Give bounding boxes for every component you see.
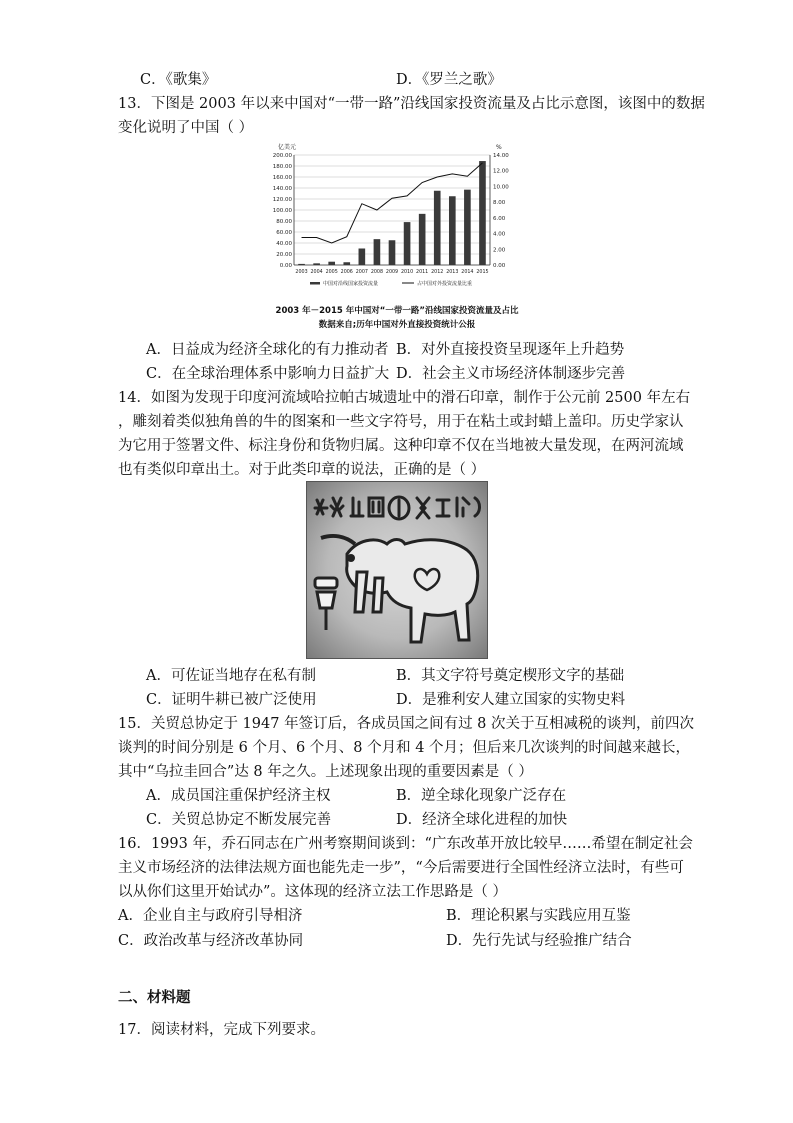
bar-2014 [464,190,471,265]
q13-chart [262,141,532,336]
bar-2009 [389,240,396,265]
x-tick-label: 2015 [476,270,489,275]
q15-option-d: D．经济全球化进程的加快 [396,812,568,828]
q16-stem-line1: 16．1993 年，乔石同志在广州考察期间谈到：“广东改革开放比较早……希望在制定社会 [118,836,693,852]
y-left-tick-label: 200.00 [272,153,292,159]
y-left-tick-label: 140.00 [272,186,292,192]
q16-option-d: D．先行先试与经验推广结合 [446,933,632,949]
bar-2004 [313,263,320,265]
y-left-tick-label: 40.00 [276,241,292,247]
y-right-unit-label: % [496,144,502,151]
y-right-tick-label: 10.00 [493,184,509,191]
q16-option-a: A．企业自主与政府引导相济 [118,908,303,924]
q16-option-b: B．理论积累与实践应用互鉴 [446,908,631,924]
x-tick-label: 2011 [416,270,429,275]
q15-option-b: B．逆全球化现象广泛存在 [396,788,567,804]
q14-stem-line2: ，雕刻着类似独角兽的牛的图案和一些文字符号，用于在粘土或封蜡上盖印。历史学家认 [118,414,684,430]
bar-2008 [374,239,381,265]
harappan-seal-image [306,481,488,659]
q15-stem-line1: 15．关贸总协定于 1947 年签订后，各成员国之间有过 8 次关于互相减税的谈判，前四次 [118,716,695,732]
q17-stem: 17．阅读材料，完成下列要求。 [118,1022,325,1038]
q14-option-c: C．证明牛耕已被广泛使用 [146,692,317,708]
y-left-tick-label: 80.00 [276,219,292,225]
x-tick-label: 2004 [310,270,323,275]
x-tick-label: 2005 [325,270,338,275]
x-tick-label: 2010 [400,270,414,275]
q12-option-d: D．《罗兰之歌》 [396,72,502,88]
y-left-tick-label: 160.00 [272,175,292,181]
q15-stem-line3: 其中“乌拉圭回合”达 8 年之久。上述现象出现的重要因素是（ ） [118,764,533,780]
q15-option-a: A．成员国注重保护经济主权 [146,788,331,804]
bar-2006 [343,262,350,265]
bar-2012 [434,191,441,265]
q13-stem-line1: 13．下图是 2003 年以来中国对“一带一路”沿线国家投资流量及占比示意图，该图中的数据 [118,96,705,112]
y-left-tick-label: 100.00 [272,208,292,214]
q13-option-a: A．日益成为经济全球化的有力推动者 [146,342,389,358]
y-right-tick-label: 8.00 [493,200,506,207]
bar-2005 [328,262,335,265]
x-tick-label: 2013 [446,270,459,275]
y-right-tick-label: 0.00 [493,263,506,269]
x-tick-label: 2006 [340,270,353,275]
q13-option-b: B．对外直接投资呈现逐年上升趋势 [396,342,625,358]
y-left-tick-label: 180.00 [272,164,292,170]
y-right-tick-label: 2.00 [493,247,506,254]
x-tick-label: 2009 [385,270,399,275]
y-right-tick-label: 4.00 [493,231,506,238]
y-right-tick-label: 14.00 [493,153,509,159]
q14-option-a: A．可佐证当地存在私有制 [146,668,316,684]
legend-bar-swatch [310,282,320,285]
y-right-tick-label: 6.00 [493,215,506,222]
legend-bar-label: 中国对沿线国家投资流量 [323,281,379,287]
q14-stem-line4: 也有类似印章出土。对于此类印章的说法，正确的是（ ） [118,462,486,478]
y-left-unit-label: 亿美元 [278,144,297,151]
bar-2010 [404,222,411,265]
investment-chart-svg [262,141,532,306]
q16-stem-line3: 以从你们这里开始试办”。这体现的经济立法工作思路是（ ） [118,884,508,900]
q16-option-c: C．政治改革与经济改革协同 [118,933,304,949]
unicorn-seal-drawing [307,482,487,658]
q15-stem-line2: 谈判的时间分别是 6 个月、6 个月、8 个月和 4 个月；但后来几次谈判的时间越来越长， [118,740,691,756]
legend-line-label: 占中国对外投资流量比重 [417,281,473,287]
section-title: 二、材料题 [118,990,191,1006]
q16-stem-line2: 主义市场经济的法律法规方面也能先走一步”，“今后需要进行全国性经济立法时，有些可 [118,860,684,876]
bar-2015 [479,161,486,265]
bar-2013 [449,196,456,265]
x-tick-label: 2008 [370,270,384,275]
q12-option-c: C．《歌集》 [140,72,217,88]
y-left-tick-label: 60.00 [276,230,292,236]
x-tick-label: 2014 [461,270,474,275]
q13-option-d: D．社会主义市场经济体制逐步完善 [396,366,626,382]
bar-2011 [419,214,426,265]
bar-2003 [298,264,305,265]
q14-stem-line1: 14．如图为发现于印度河流域哈拉帕古城遗址中的滑石印章，制作于公元前 2500 年左右 [118,390,691,406]
q13-stem-line2: 变化说明了中国（ ） [118,120,254,136]
chart-title: 2003 年－2015 年中国对“一带一路”沿线国家投资流量及占比 [275,306,519,316]
y-left-tick-label: 0.00 [279,263,292,269]
q13-option-c: C．在全球治理体系中影响力日益扩大 [146,366,390,382]
q15-option-c: C．关贸总协定不断发展完善 [146,812,332,828]
x-tick-label: 2003 [295,270,308,275]
x-tick-label: 2012 [431,270,444,275]
q14-stem-line3: 为它用于签署文件、标注身份和货物归属。这种印章不仅在当地被大量发现，在两河流域 [118,438,684,454]
y-left-tick-label: 120.00 [272,197,292,203]
y-left-tick-label: 20.00 [276,252,292,258]
bar-2007 [359,249,366,266]
y-right-tick-label: 12.00 [493,168,509,175]
chart-source: 数据来自;历年中国对外直接投资统计公报 [318,320,476,330]
x-tick-label: 2007 [355,270,368,275]
q14-option-d: D．是雅利安人建立国家的实物史料 [396,692,626,708]
q14-option-b: B．其文字符号奠定楔形文字的基础 [396,668,625,684]
